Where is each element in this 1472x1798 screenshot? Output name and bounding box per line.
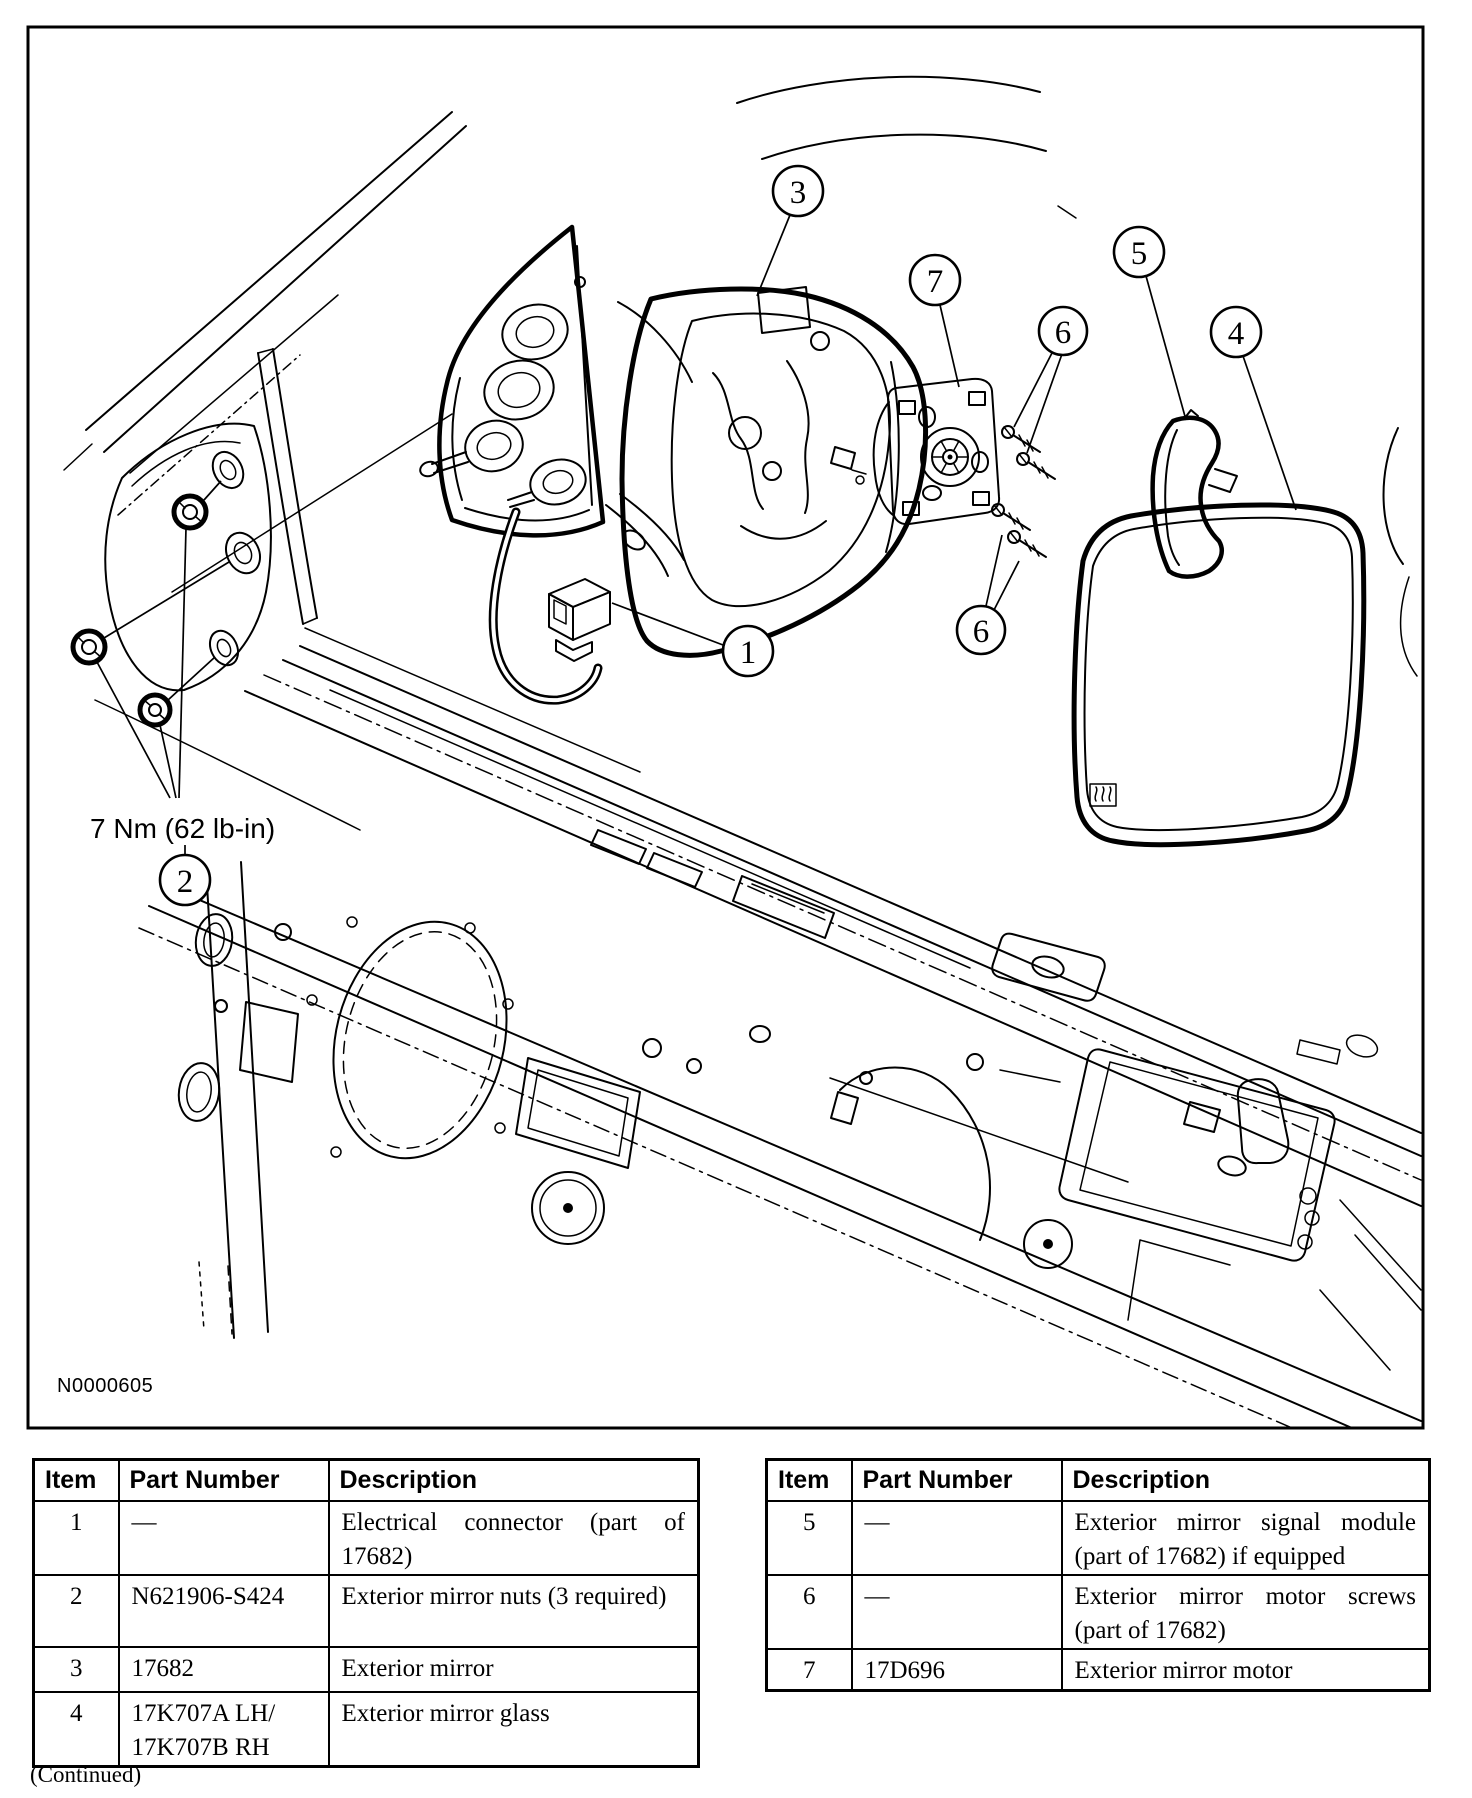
table-row	[767, 1501, 1430, 1575]
figure-number: N0000605	[57, 1375, 154, 1397]
callout-7-label: 7	[926, 264, 944, 300]
parts-table-right	[765, 1458, 1431, 1692]
part-number-cell: 17D696	[852, 1649, 1062, 1690]
part-number-cell: —	[852, 1575, 1062, 1649]
callout-6-lower-label: 6	[972, 614, 990, 650]
item-cell: 7	[767, 1649, 852, 1690]
callout-4-label: 4	[1227, 316, 1245, 352]
callout-1-label: 1	[739, 635, 757, 671]
col-header-description: Description	[1062, 1460, 1430, 1502]
col-header-item: Item	[767, 1460, 852, 1502]
table-header-row	[767, 1460, 1430, 1502]
callout-2-label: 2	[176, 864, 194, 900]
description-cell: Exterior mirror glass	[329, 1692, 699, 1767]
col-header-part-number: Part Number	[852, 1460, 1062, 1502]
part-number-cell: —	[119, 1501, 329, 1575]
description-cell: Exterior mirror	[329, 1647, 699, 1692]
parts-table-left	[32, 1458, 700, 1768]
item-cell: 4	[34, 1692, 119, 1767]
description-cell: Exterior mirror nuts (3 required)	[329, 1575, 699, 1647]
item-cell: 5	[767, 1501, 852, 1575]
callout-3-label: 3	[789, 175, 807, 211]
item-cell: 1	[34, 1501, 119, 1575]
description-cell: Electrical connector (part of 17682)	[329, 1501, 699, 1575]
callout-6-upper-label: 6	[1054, 315, 1072, 351]
item-cell: 2	[34, 1575, 119, 1647]
table-row	[34, 1692, 699, 1767]
callout-5-label: 5	[1130, 236, 1148, 272]
part-number-cell: N621906-S424	[119, 1575, 329, 1647]
description-cell: Exterior mirror signal module (part of 17682) if equipped	[1062, 1501, 1430, 1575]
item-cell: 3	[34, 1647, 119, 1692]
col-header-description: Description	[329, 1460, 699, 1502]
continued-note: (Continued)	[30, 1762, 142, 1787]
col-header-item: Item	[34, 1460, 119, 1502]
part-number-cell: —	[852, 1501, 1062, 1575]
diagram-border	[28, 27, 1423, 1428]
description-cell: Exterior mirror motor	[1062, 1649, 1430, 1690]
table-row	[34, 1501, 699, 1575]
table-row	[767, 1649, 1430, 1690]
description-cell: Exterior mirror motor screws (part of 17682)	[1062, 1575, 1430, 1649]
torque-note: 7 Nm (62 lb-in)	[90, 813, 276, 844]
table-row	[34, 1575, 699, 1647]
col-header-part-number: Part Number	[119, 1460, 329, 1502]
item-cell: 6	[767, 1575, 852, 1649]
callout-2	[160, 855, 210, 905]
table-row	[767, 1575, 1430, 1649]
table-header-row	[34, 1460, 699, 1502]
table-row	[34, 1647, 699, 1692]
part-number-cell: 17682	[119, 1647, 329, 1692]
part-number-cell: 17K707A LH/ 17K707B RH	[119, 1692, 329, 1767]
